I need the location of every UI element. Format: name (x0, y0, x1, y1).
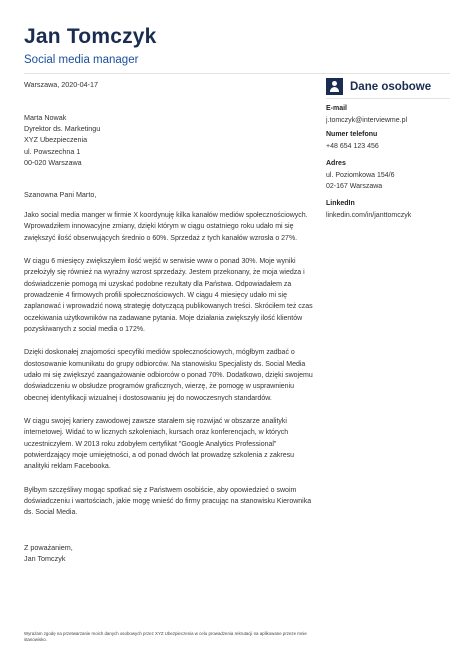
body-paragraph: Byłbym szczęśliwy mogąc spotkać się z Państwem osobiście, aby opowiedzieć o swoim doświadczeniu i wartościach, jakie mogę wnieść do firmy pracując na stanowisku Kierownika ds. Social Media. (24, 486, 312, 517)
recipient-line: ul. Powszechna 1 (24, 146, 81, 156)
linkedin-section (326, 200, 456, 221)
letter-closing (24, 542, 73, 564)
sidebar-header (326, 78, 431, 95)
candidate-name: Jan Tomczyk (24, 25, 157, 48)
email-section (326, 105, 456, 126)
address-line: 02-167 Warszawa (326, 183, 383, 190)
phone-value[interactable]: +48 654 123 456 (326, 143, 379, 150)
address-label: Adres (326, 160, 346, 167)
body-paragraph: W ciągu 6 miesięcy zwiększyłem ilość wejść w serwisie www o ponad 30%. Moje wyniki przełożyły się również na wyraźny wzrost sprzedaży. Jestem przekonany, że moja wiedza i doświadczenie pomogą mi uzyskać podobne rezultaty dla Państwa. Odpowiadałem za prowadzenie 4 firmowych profili społecznościowych. W ciągu 4 miesięcy udało mi się zaplanować i wprowadzić nową strategię dotyczącą publikowanych treści. Skróciłem też czas oczekiwania użytkowników na zadawane pytania. Moje działania zwiększyły ilość klientów pozyskiwanych z social media o 172%. (24, 258, 313, 333)
body-paragraph: Jako social media manger w firmie X koordynuję kilka kanałów mediów społecznościowych. Wprowadziłem innowacyjne zmiany, dzięki którym w ciągu ostatniego roku udało mi się zwiększyć ilość obserwujących średnio o 60%. Sprzedaż z tych kanałów wzrosła o 27%. (24, 212, 308, 242)
letter-body (24, 210, 318, 531)
recipient-block (24, 112, 100, 168)
person-icon (326, 78, 343, 95)
letter-date: Warszawa, 2020-04-17 (24, 80, 99, 89)
linkedin-link[interactable]: linkedin.com/in/janttomczyk (326, 212, 412, 219)
email-label: E-mail (326, 105, 348, 112)
phone-section (326, 131, 456, 152)
recipient-line: XYZ Ubezpieczenia (24, 135, 88, 145)
job-title: Social media manager (24, 54, 139, 66)
body-paragraph: Dzięki doskonałej znajomości specyfiki mediów społecznościowych, mógłbym zadbać o dostosowanie komunikatu do grupy odbiorców. Na stanowisku Specjalisty ds. Social Media udało mi się zwiększyć zaangażowanie odbiorców o ponad 70%. Dodatkowo, dzięki swojemu doświadczeniu w obsłudze programów graficznych, wierzę, że pomogę w usprawnieniu obecnej identyfikacji wizualnej i dostosowaniu jej do nowoczesnych standardów. (24, 349, 313, 402)
linkedin-label: LinkedIn (326, 200, 355, 207)
recipient-line: 00-020 Warszawa (24, 157, 82, 167)
address-section (326, 160, 456, 192)
body-paragraph: W ciągu swojej kariery zawodowej zawsze starałem się rozwijać w obszarze analityki internetowej. Widać to w licznych szkoleniach, kursach oraz konferencjach, w których uczestniczyłem. W 2013 roku zdobyłem certyfikat "Google Analytics Professional" potwierdzający moje umiejętności, a od ponad dwóch lat prowadzę szkolenia z zakresu analityki reklam Facebooka. (24, 418, 295, 471)
letter-greeting: Szanowna Pani Marto, (24, 190, 97, 199)
sidebar-divider (326, 98, 450, 99)
recipient-line: Dyrektor ds. Marketingu (24, 124, 101, 134)
sidebar-title: Dane osobowe (350, 80, 432, 93)
address-line: ul. Poziomkowa 154/6 (326, 172, 395, 179)
recipient-line: Marta Nowak (24, 113, 67, 122)
email-value[interactable]: j.tomczyk@interviewme.pl (326, 117, 408, 124)
header-divider (24, 73, 450, 74)
signature-name: Jan Tomczyk (24, 554, 66, 564)
closing-phrase: Z poważaniem, (24, 543, 73, 552)
consent-footer: Wyrażam zgodę na przetwarzanie moich danych osobowych przez XYZ Ubezpieczenia w celu prowadzenia rekrutacji na aplikowane przeze mnie stanowisko. (24, 631, 307, 642)
phone-label: Numer telefonu (326, 131, 378, 138)
